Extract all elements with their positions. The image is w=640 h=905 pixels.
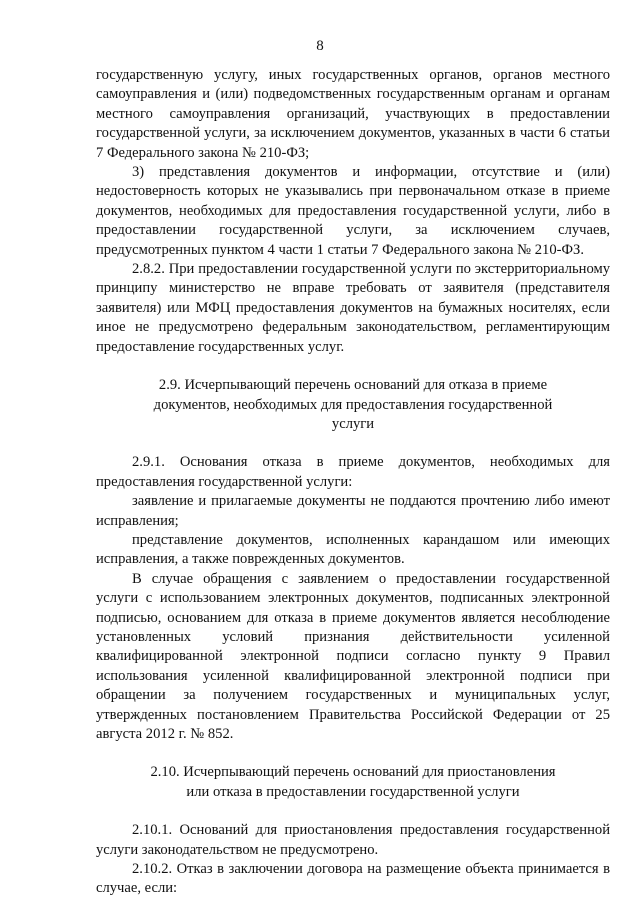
section-heading-2-10: 2.10. Исчерпывающий перечень оснований для приостановления или отказа в предоставлении государственной услуги bbox=[150, 764, 556, 800]
spacer bbox=[96, 434, 610, 453]
paragraph-2-10-1: 2.10.1. Оснований для приостановления предоставления государственной услуги законодательством не предусмотрено. bbox=[96, 822, 610, 858]
paragraph-reason-2: представление документов, исполненных карандашом или имеющих исправления, а также поврежденных документов. bbox=[96, 531, 610, 568]
spacer bbox=[96, 802, 610, 821]
paragraph-2-8-2: 2.8.2. При предоставлении государственной услуги по экстерриториальному принципу министерство не вправе требовать от заявителя (представителя заявителя) или МФЦ предоставления документов на бумажных носителях, если иное не предусмотрено федеральным законодательством, регламентирующим предоставление государственных услуг. bbox=[96, 261, 610, 355]
document-body bbox=[96, 66, 610, 899]
paragraph-reason-1: заявление и прилагаемые документы не поддаются прочтению либо имеют исправления; bbox=[96, 493, 610, 529]
spacer bbox=[96, 357, 610, 376]
paragraph-2-10-2: 2.10.2. Отказ в заключении договора на размещение объекта принимается в случае, если: bbox=[96, 861, 610, 897]
spacer bbox=[96, 744, 610, 763]
page-number: 8 bbox=[316, 38, 324, 54]
section-heading-2-9: 2.9. Исчерпывающий перечень оснований для отказа в приеме документов, необходимых для предоставления государственной услуги bbox=[153, 377, 553, 432]
paragraph-electronic-signature: В случае обращения с заявлением о предоставлении государственной услуги с использованием электронных документов, подписанных электронной подписью, основанием для отказа в приеме документов является несоблюдение установленных условий признания действительности усиленной квалифицированной электронной подписи согласно пункту 9 Правил использования усиленной квалифицированной электронной подписи при обращении за получением государственных и муниципальных услуг, утвержденных постановлением Правительства Российской Федерации от 25 августа 2012 г. № 852. bbox=[96, 570, 610, 742]
paragraph-item-3: 3) представления документов и информации, отсутствие и (или) недостоверность которых не указывались при первоначальном отказе в приеме документов, необходимых для предоставления государственной услуги, либо в предоставлении государственной услуги, за исключением случаев, предусмотренных пунктом 4 части 1 статьи 7 Федерального закона № 210-ФЗ. bbox=[96, 164, 610, 258]
paragraph-continuation: государственную услугу, иных государственных органов, органов местного самоуправления и (или) подведомственных государственным органам и органам местного самоуправления организаций, участвующих в предоставлении государственной услуги, за исключением документов, указанных в части 6 статьи 7 Федерального закона № 210-ФЗ; bbox=[96, 67, 610, 161]
paragraph-2-9-1: 2.9.1. Основания отказа в приеме документов, необходимых для предоставления государственной услуги: bbox=[96, 454, 610, 490]
